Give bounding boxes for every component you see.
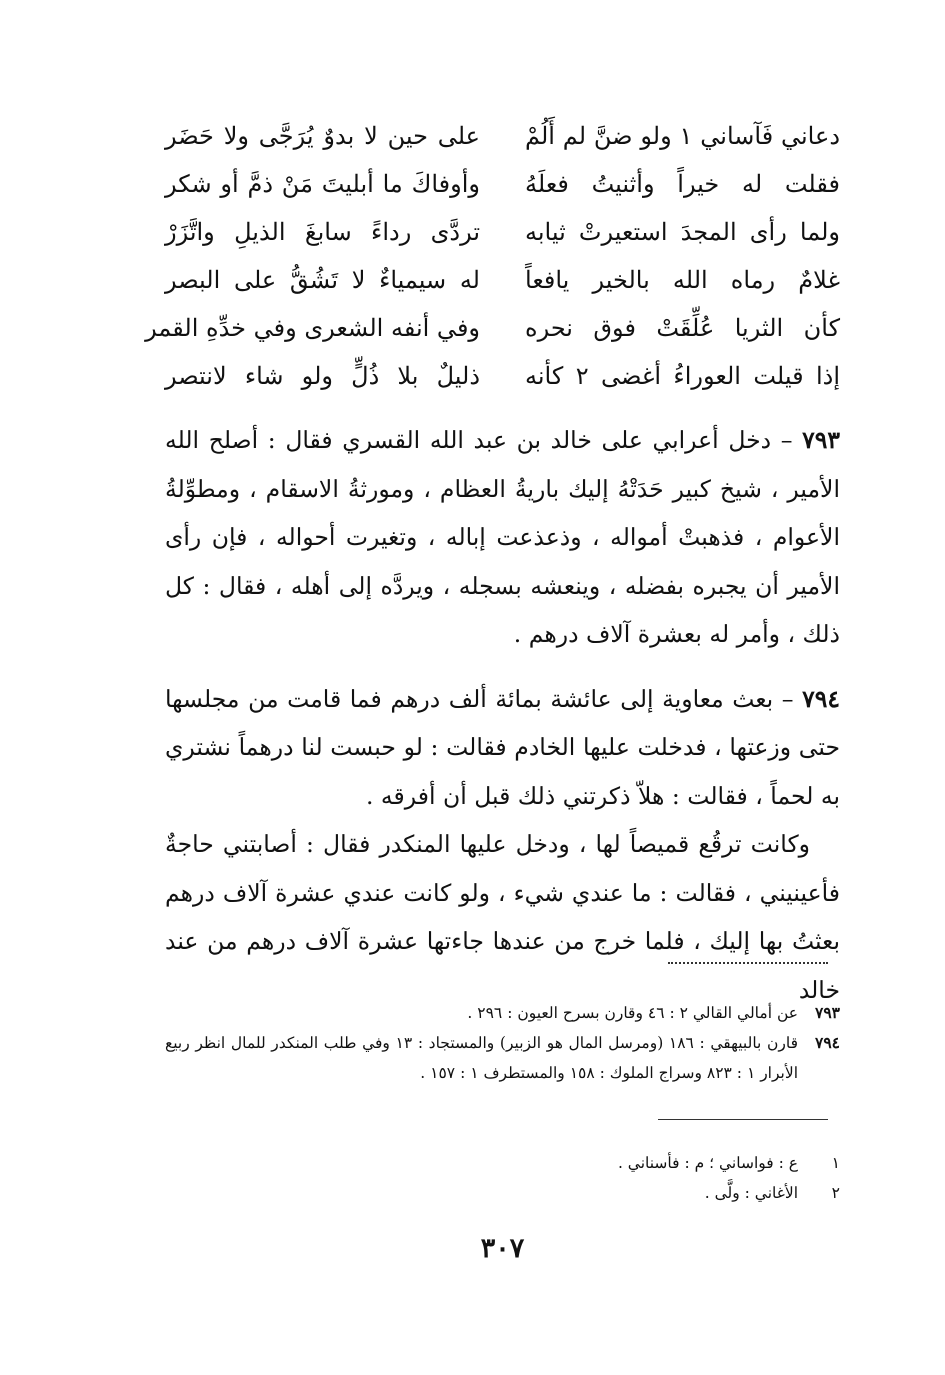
- verse-second-hemistich: له سيمياءٌ لا تَشُقُّ على البصر: [165, 266, 480, 294]
- footnote-number: ٢: [831, 1184, 840, 1202]
- verse-first-hemistich: كأن الثريا عُلِّقَتْ فوق نحره: [525, 314, 840, 342]
- reference-number: ٧٩٤: [815, 1033, 840, 1052]
- verse-second-hemistich: على حين لا بدوٌ يُرَجَّى ولا حَضَر: [165, 122, 480, 150]
- footnotes-divider: [658, 1119, 828, 1120]
- prose-body: [165, 416, 840, 1014]
- reference-text: عن أمالي القالي ٢ : ٤٦ وقارن بسرح العيون : ٢٩٦ .: [467, 1004, 798, 1022]
- footnote-item: [165, 1178, 840, 1208]
- poem-verse: [165, 352, 840, 400]
- verse-second-hemistich: وفي أنفه الشعرى وفي خدِّهِ القمر: [145, 314, 480, 342]
- poem-verse: [145, 304, 840, 352]
- entry-number: ٧٩٣: [802, 426, 840, 454]
- references-divider: [668, 962, 828, 964]
- verse-first-hemistich: غلامٌ رماه الله بالخير يافعاً: [525, 266, 840, 294]
- poem-verse: [165, 112, 840, 160]
- poem: [145, 112, 841, 400]
- footnote-text: ع : فواساني ؛ م : فأسناني .: [617, 1154, 798, 1172]
- verse-first-hemistich: ولما رأى المجدَ استعيرتْ ثيابه: [525, 218, 840, 246]
- reference-number: ٧٩٣: [815, 1003, 840, 1022]
- entry-794-continuation: وكانت ترقُع قميصاً لها ، ودخل عليها المنكدر فقال : أصابتني حاجةٌ فأعينيني ، فقالت : ما عندي شيء ، ولو كانت عندي عشرة آلاف درهم بعثتُ بها إليك ، فلما خرج من عندها جاءتها عشرة آلاف درهم من عند خالد: [165, 830, 840, 1004]
- poem-verse: [165, 208, 840, 256]
- source-references: [165, 998, 840, 1088]
- verse-second-hemistich: وأوفاكَ ما أبليتَ مَنْ ذمَّ أو شكر: [165, 170, 480, 198]
- entry-text: – بعث معاوية إلى عائشة بمائة ألف درهم فما قامت من مجلسها حتى وزعتها ، فدخلت عليها الخادم فقالت : لو حبست لنا درهماً نشتري به لحماً ، فقالت : هلاّ ذكرتني ذلك قبل أن أفرقه .: [165, 684, 840, 810]
- footnotes: [165, 1148, 840, 1208]
- footnote-text: الأغاني : ولَّى .: [704, 1184, 798, 1202]
- reference-item: [165, 1028, 840, 1088]
- verse-first-hemistich: دعاني فَآساني ١ ولو ضنَّ لم أَلُمْ: [525, 122, 841, 150]
- reference-item: [165, 998, 840, 1028]
- entry-794: [165, 675, 840, 821]
- verse-second-hemistich: تردَّى رداءً سابغَ الذيلِ واتَّزَرْ: [165, 218, 480, 246]
- entry-793: [165, 416, 840, 659]
- entry-text: – دخل أعرابي على خالد بن عبد الله القسري فقال : أصلح الله الأمير ، شيخ كبير حَدَتْهُ إليك باريةُ العظام ، ومورثةُ الاسقام ، ومطوِّلةُ الأعوام ، فذهبتْ أمواله ، وذعذعت إباله ، وتغيرت أحواله ، فإن رأى الأمير أن يجبره بفضله ، وينعشه بسجله ، ويردَّه إلى أهله ، فقال : كل ذلك ، وأمر له بعشرة آلاف درهم .: [165, 426, 840, 648]
- book-page: [145, 0, 841, 1375]
- footnote-item: [165, 1148, 840, 1178]
- verse-first-hemistich: فقلت له خيراً وأثنيتُ فعلَهُ: [525, 170, 840, 198]
- page-number: ٣٠٧: [480, 1233, 525, 1264]
- poem-verse: [165, 256, 840, 304]
- poem-verse: [165, 160, 840, 208]
- entry-number: ٧٩٤: [802, 684, 840, 713]
- reference-text: قارن بالبيهقي : ١٨٦ (ومرسل المال هو الزبير) والمستجاد : ١٣ وفي طلب المنكدر للمال انظر ربيع الأبرار ١ : ٨٢٣ وسراج الملوك : ١٥٨ والمستطرف ١ : ١٥٧ .: [165, 1034, 799, 1082]
- verse-first-hemistich: إذا قيلت العوراءُ أغضى ٢ كأنه: [525, 362, 840, 390]
- verse-second-hemistich: ذليلٌ بلا ذُلٍّ ولو شاء لانتصر: [165, 362, 480, 390]
- footnote-number: ١: [831, 1154, 840, 1172]
